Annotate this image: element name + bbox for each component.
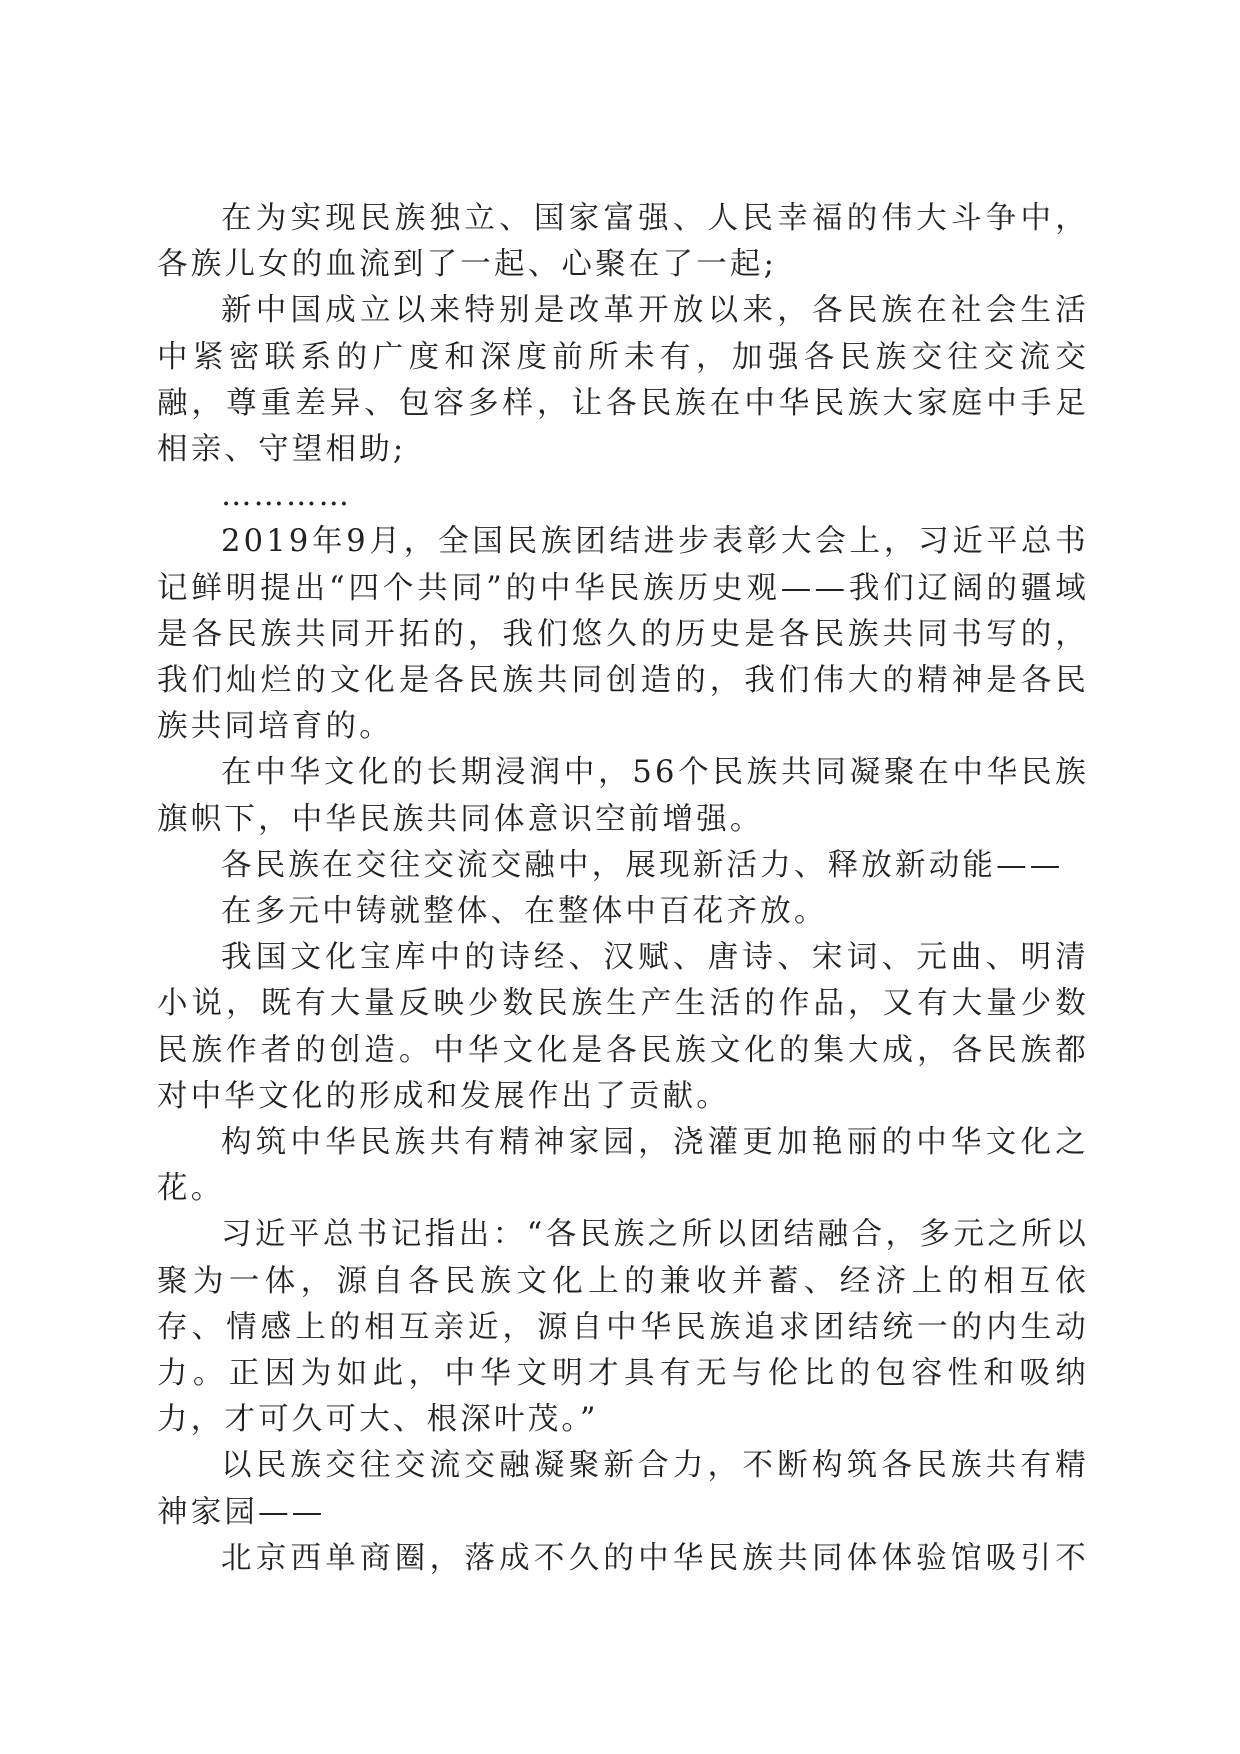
paragraph-11: 北京西单商圈，落成不久的中华民族共同体体验馆吸引不 — [221, 1540, 1089, 1576]
paragraph-6: 在多元中铸就整体、在整体中百花齐放。 — [221, 894, 828, 930]
paragraph-8: 构筑中华民族共有精神家园，浇灌更加艳丽的中华文化之花。 — [157, 1125, 1089, 1207]
paragraph-7: 我国文化宝库中的诗经、汉赋、唐诗、宋词、元曲、明清小说，既有大量反映少数民族生产生活的作品，又有大量少数民族作者的创造。中华文化是各民族文化的集大成，各民族都对中华文化的形成和发展作出了贡献。 — [157, 940, 1089, 1114]
paragraph-ellipsis: ………… — [221, 478, 351, 514]
paragraph-10: 以民族交往交流交融凝聚新合力，不断构筑各民族共有精神家园—— — [157, 1448, 1089, 1530]
paragraph-2: 新中国成立以来特别是改革开放以来，各民族在社会生活中紧密联系的广度和深度前所未有，加强各民族交往交流交融，尊重差异、包容多样，让各民族在中华民族大家庭中手足相亲、守望相助; — [157, 293, 1089, 468]
paragraph-4: 在中华文化的长期浸润中，56个民族共同凝聚在中华民族旗帜下，中华民族共同体意识空前增强。 — [157, 755, 1089, 837]
paragraph-1: 在为实现民族独立、国家富强、人民幸福的伟大斗争中，各族儿女的血流到了一起、心聚在了一起; — [157, 201, 1089, 283]
paragraph-9: 习近平总书记指出：“各民族之所以团结融合，多元之所以聚为一体，源自各民族文化上的兼收并蓄、经济上的相互依存、情感上的相互亲近，源自中华民族追求团结统一的内生动力。正因为如此，中华文明才具有无与伦比的包容性和吸纳力，才可久可大、根深叶茂。” — [157, 1217, 1089, 1438]
paragraph-3: 2019年9月，全国民族团结进步表彰大会上，习近平总书记鲜明提出“四个共同”的中华民族历史观——我们辽阔的疆域是各民族共同开拓的，我们悠久的历史是各民族共同书写的，我们灿烂的文化是各民族共同创造的，我们伟大的精神是各民族共同培育的。 — [157, 524, 1089, 745]
document-body — [157, 196, 1089, 1582]
paragraph-5: 各民族在交往交流交融中，展现新活力、释放新动能—— — [221, 847, 1064, 883]
